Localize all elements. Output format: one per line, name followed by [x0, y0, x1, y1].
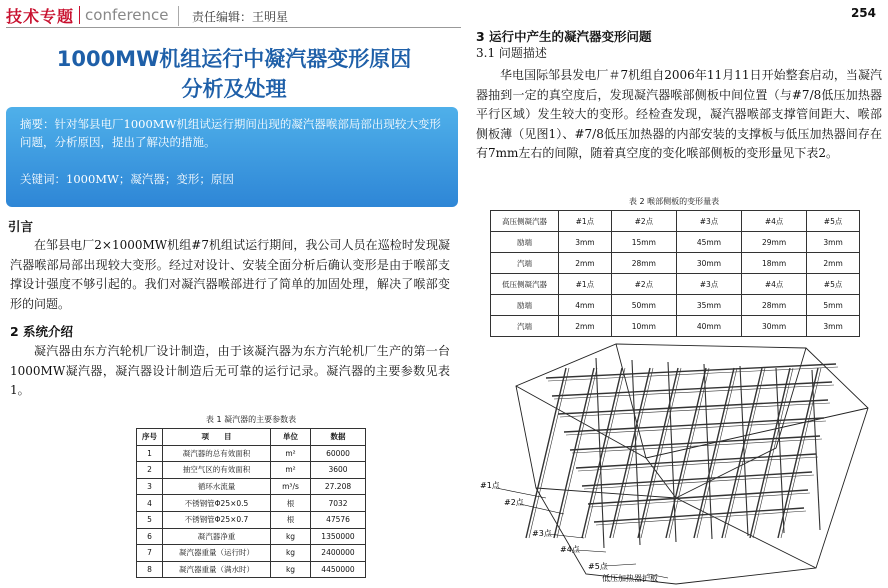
- table-cell: 抽空气区的有效面积: [163, 462, 271, 479]
- support-tube: [572, 439, 822, 453]
- table-cell: 高压侧凝汽器: [491, 211, 559, 232]
- throat-structure-drawing: [476, 338, 886, 586]
- table-cell: 4: [137, 495, 163, 512]
- table-cell: 3: [137, 478, 163, 495]
- table-cell: 10mm: [611, 316, 676, 337]
- table-cell: 2mm: [559, 316, 612, 337]
- table-cell: 60000: [311, 445, 366, 462]
- header-vertical-rule: [178, 6, 179, 26]
- table-cell: m³/s: [271, 478, 311, 495]
- col-header: 项 目: [163, 429, 271, 446]
- abstract-box: [6, 107, 458, 207]
- table-row: [491, 211, 860, 232]
- table-cell: 凝汽器重量（运行时）: [163, 545, 271, 562]
- table-row: [491, 232, 860, 253]
- table-cell: 28mm: [611, 253, 676, 274]
- section3-subheading: 3.1 问题描述: [476, 46, 547, 60]
- support-tube: [740, 366, 748, 536]
- table-cell: 50mm: [611, 295, 676, 316]
- table-cell: 2mm: [807, 253, 860, 274]
- header-divider: [79, 6, 80, 24]
- table-cell: 3mm: [807, 232, 860, 253]
- section3-paragraph: 华电国际邹县发电厂＃7机组自2006年11月11日开始整套启动，当凝汽器抽到一定的真空度后，发现凝汽器喉部侧板中间位置（与#7/8低压加热器平行区域）发生较大的变形。经检查发现，凝汽器喉部支撑管间距大、喉部侧板薄（见图1）、#7/8低压加热器的内部安装的支撑板与低压加热器间存在有7mm左右的间隙，随着真空度的变化喉部侧板的变形量见下表2。: [476, 68, 882, 160]
- table-row: [137, 445, 366, 462]
- table-row: [491, 295, 860, 316]
- table-row: [491, 253, 860, 274]
- support-tube: [812, 370, 820, 530]
- col-header: 序号: [137, 429, 163, 446]
- section-tag-en: conference: [85, 6, 169, 24]
- point-5-label: #5点: [588, 562, 608, 571]
- table-cell: #2点: [611, 211, 676, 232]
- intro-paragraph: 在邹县电厂2×1000MW机组#7机组试运行期间，我公司人员在巡检时发现凝汽器喉部局部出现较大变形。经过对设计、安装全面分析后确认变形是由于喉部支撑设计强度不够引起的。我们对凝汽器喉部进行了简单的加固处理，解决了喉部变形的问题。: [10, 238, 450, 311]
- header-rule: [6, 27, 461, 28]
- table-cell: #3点: [676, 274, 741, 295]
- table-cell: kg: [271, 545, 311, 562]
- editor-credit: 责任编辑：王明星: [192, 10, 289, 24]
- table-cell: 凝汽器的总有效面积: [163, 445, 271, 462]
- table-cell: 5: [137, 511, 163, 528]
- table-cell: m²: [271, 462, 311, 479]
- table-cell: 循环水流量: [163, 478, 271, 495]
- table-cell: 励端: [491, 295, 559, 316]
- table-cell: 45mm: [676, 232, 741, 253]
- table-cell: kg: [271, 528, 311, 545]
- title-line-2: 分析及处理: [181, 77, 287, 101]
- support-tube: [552, 382, 832, 396]
- table-cell: 3mm: [807, 316, 860, 337]
- table-cell: 3600: [311, 462, 366, 479]
- support-tube: [554, 385, 834, 399]
- table-cell: 2mm: [559, 253, 612, 274]
- table-cell: 不锈钢管Φ25×0.7: [163, 511, 271, 528]
- heater-plate-label: 低压加热器护板: [602, 574, 658, 583]
- table-cell: 凝汽器重量（满水时）: [163, 561, 271, 578]
- table-cell: 28mm: [742, 295, 807, 316]
- table-row: [491, 274, 860, 295]
- col-header: 数据: [311, 429, 366, 446]
- column-header: [6, 4, 169, 26]
- support-tube: [776, 368, 784, 533]
- table-cell: m²: [271, 445, 311, 462]
- table-row: [137, 545, 366, 562]
- support-tube-lattice: [526, 358, 838, 548]
- table-row: [491, 316, 860, 337]
- abstract-text: 摘要：针对邹县电厂1000MW机组试运行期间出现的凝汽器喉部局部出现较大变形问题，分析原因，提出了解决的措施。: [20, 117, 441, 149]
- table-row: [137, 511, 366, 528]
- support-tube: [596, 511, 806, 525]
- table-cell: 18mm: [742, 253, 807, 274]
- table-cell: #1点: [559, 274, 612, 295]
- table-cell: 40mm: [676, 316, 741, 337]
- table-cell: 2400000: [311, 545, 366, 562]
- table-cell: #2点: [611, 274, 676, 295]
- table-cell: #3点: [676, 211, 741, 232]
- point-4-label: #4点: [560, 545, 580, 554]
- table-cell: 35mm: [676, 295, 741, 316]
- table-cell: #5点: [807, 274, 860, 295]
- table-cell: 根: [271, 511, 311, 528]
- table-header-row: [137, 429, 366, 446]
- col-header: 单位: [271, 429, 311, 446]
- table-cell: 汽端: [491, 253, 559, 274]
- point-3-label: #3点: [532, 529, 552, 538]
- system-paragraph: 凝汽器由东方汽轮机厂设计制造，由于该凝汽器为东方汽轮机厂生产的第一台1000MW凝汽器，凝汽器设计制造后无可靠的运行记录。凝汽器的主要参数见表1。: [10, 344, 450, 397]
- table-row: [137, 561, 366, 578]
- table-cell: 6: [137, 528, 163, 545]
- table-row: [137, 478, 366, 495]
- table-row: [137, 462, 366, 479]
- section3-heading: 3 运行中产生的凝汽器变形问题: [476, 29, 652, 44]
- page-number: 254: [850, 6, 876, 20]
- table-cell: 30mm: [742, 316, 807, 337]
- article-title: [10, 44, 458, 104]
- table-cell: 4450000: [311, 561, 366, 578]
- keywords: 关键词：1000MW；凝汽器；变形；原因: [20, 172, 234, 186]
- table-cell: 2: [137, 462, 163, 479]
- table-cell: 励端: [491, 232, 559, 253]
- table-cell: 5mm: [807, 295, 860, 316]
- table-cell: 29mm: [742, 232, 807, 253]
- table-cell: #4点: [742, 211, 807, 232]
- support-tube: [578, 457, 818, 471]
- condenser-throat-figure: [476, 338, 886, 586]
- table-cell: 15mm: [611, 232, 676, 253]
- table-cell: 凝汽器净重: [163, 528, 271, 545]
- table-cell: #1点: [559, 211, 612, 232]
- table-cell: kg: [271, 561, 311, 578]
- table-cell: 不锈钢管Φ25×0.5: [163, 495, 271, 512]
- table-cell: #4点: [742, 274, 807, 295]
- table-cell: 8: [137, 561, 163, 578]
- table-cell: 汽端: [491, 316, 559, 337]
- table-cell: 1350000: [311, 528, 366, 545]
- system-heading: 2 系统介绍: [10, 324, 74, 339]
- point-2-label: #2点: [504, 498, 524, 507]
- section-tag: 技术专题: [6, 6, 75, 26]
- table-row: [137, 495, 366, 512]
- table-row: [137, 528, 366, 545]
- table-cell: #5点: [807, 211, 860, 232]
- table-cell: 7: [137, 545, 163, 562]
- point-1-label: #1点: [480, 481, 500, 490]
- support-tube: [582, 472, 812, 486]
- title-line-1: 1000MW机组运行中凝汽器变形原因: [56, 47, 412, 71]
- table-cell: 7032: [311, 495, 366, 512]
- table2-caption: 表 2 喉部侧板的变形量表: [628, 197, 720, 206]
- table-cell: 3mm: [559, 232, 612, 253]
- deformation-table: [490, 210, 860, 337]
- intro-heading: 引言: [8, 219, 34, 234]
- parameters-table: [136, 428, 366, 578]
- table-cell: 1: [137, 445, 163, 462]
- table-cell: 4mm: [559, 295, 612, 316]
- table-cell: 27.208: [311, 478, 366, 495]
- table-cell: 根: [271, 495, 311, 512]
- support-tube: [596, 358, 604, 548]
- table-cell: 低压侧凝汽器: [491, 274, 559, 295]
- table1-caption: 表 1 凝汽器的主要参数表: [205, 415, 297, 424]
- table-cell: 30mm: [676, 253, 741, 274]
- table-cell: 47576: [311, 511, 366, 528]
